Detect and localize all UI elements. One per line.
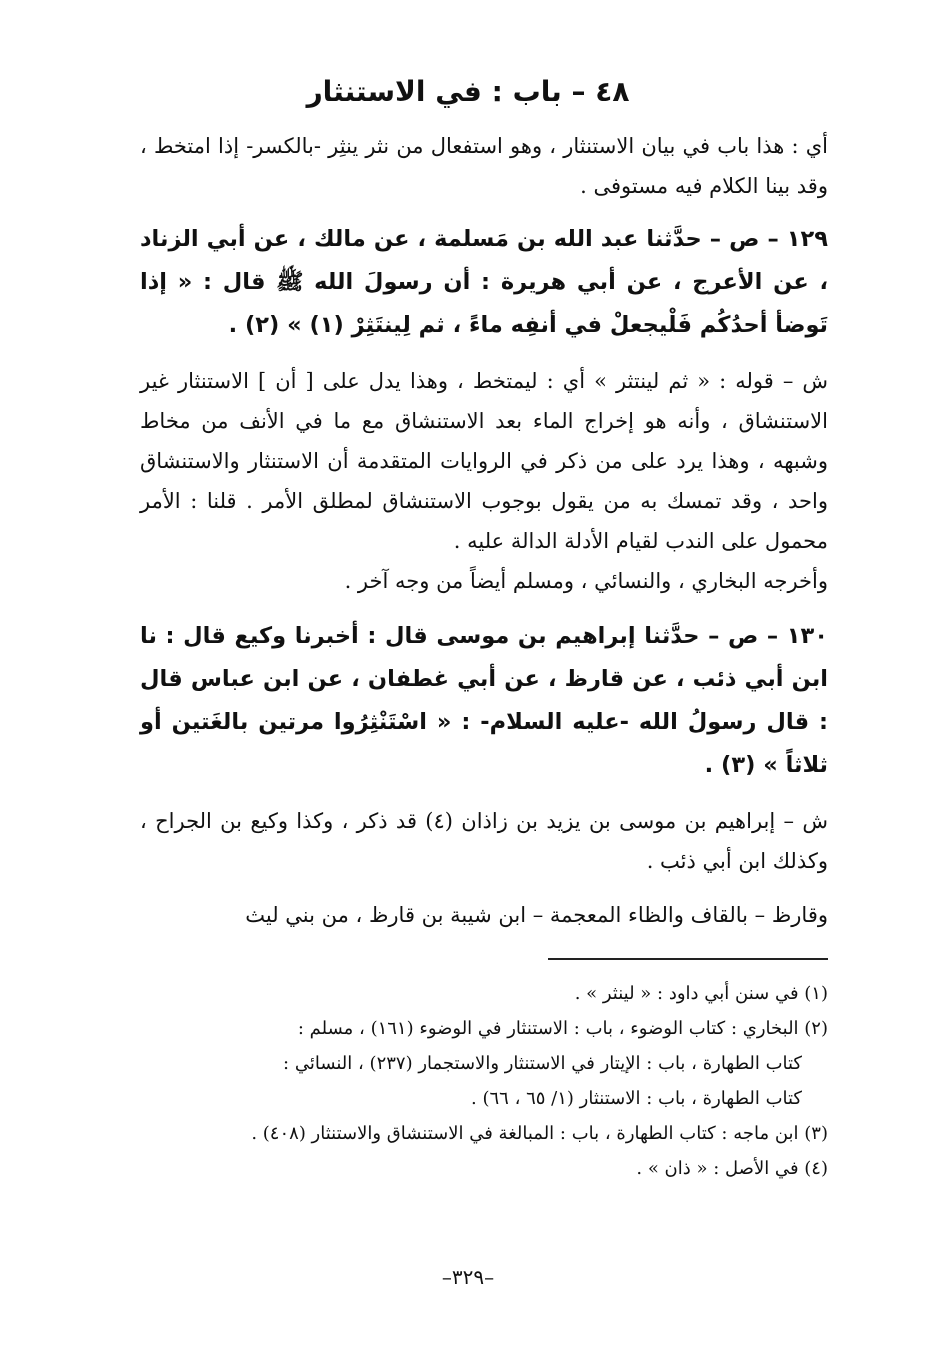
main-text: [140, 126, 828, 953]
footnote-separator: [548, 958, 828, 960]
footnote-1: (١) في سنن أبي داود : « لينثر » .: [574, 983, 828, 1004]
sharh-130: ش – إبراهيم بن موسى بن يزيد بن زاذان (٤) قد ذكر ، وكذا وكيع بن الجراح ، وكذلك ابن أبي ذئب .: [140, 809, 828, 873]
page-number: –٣٢٩–: [441, 1265, 495, 1289]
footnote-2: (٢) البخاري : كتاب الوضوء ، باب : الاستنثار في الوضوء (١٦١) ، مسلم :: [297, 1018, 828, 1039]
footnote-2-continued: كتاب الطهارة ، باب : الإيتار في الاستنثار والاستجمار (٢٣٧) ، النسائي :: [283, 1053, 802, 1074]
hadith-129: ١٢٩ – ص – حدَّثنا عبد الله بن مَسلمة ، عن مالك ، عن أبي الزناد ، عن الأعرج ، عن أبي هريرة : أن رسولَ الله ﷺ قال : « إذا تَوضأ أحدُكُم فَلْيجعلْ في أنفِه ماءً ، ثم لِينتَثِرْ (١) » (٢) .: [140, 226, 828, 338]
footnotes: [140, 976, 828, 1186]
sharh-129-tail: وأخرجه البخاري ، والنسائي ، ومسلم أيضاً من وجه آخر .: [344, 569, 828, 593]
footnote-2-continued: كتاب الطهارة ، باب : الاستنثار (١/ ٦٥ ، ٦٦) .: [471, 1088, 802, 1109]
footnote-3: (٣) ابن ماجه : كتاب الطهارة ، باب : المبالغة في الاستنشاق والاستنثار (٤٠٨) .: [251, 1123, 828, 1144]
chapter-heading: ٤٨ – باب : في الاستنثار: [306, 75, 630, 108]
sharh-129: ش – قوله : « ثم لينتثر » أي : ليمتخط ، وهذا يدل على [ أن ] الاستنثار غير الاستنشاق ، وأنه هو إخراج الماء بعد الاستنشاق مع ما في الأنف من مخاط وشبهه ، وهذا يرد على من ذكر في الروايات المتقدمة أن الاستنثار والاستنشاق واحد ، وقد تمسك به من يقول بوجوب الاستنشاق لمطلق الأمر . قلنا : الأمر محمول على الندب لقيام الأدلة الدالة عليه .: [140, 369, 828, 553]
footnote-4: (٤) في الأصل : « ذان » .: [636, 1158, 828, 1179]
intro-paragraph: أي : هذا باب في بيان الاستنثار ، وهو استفعال من نثر ينثِر -بالكسر- إذا امتخط ، وقد بينا الكلام فيه مستوفى .: [140, 134, 828, 198]
qarid-paragraph: وقارظ – بالقاف والظاء المعجمة – ابن شيبة بن قارظ ، من بني ليث: [245, 903, 828, 927]
hadith-130: ١٣٠ – ص – حدَّثنا إبراهيم بن موسى قال : أخبرنا وكيع قال : نا ابن أبي ذئب ، عن قارظ ، عن أبي غطفان ، عن ابن عباس قال : قال رسولُ الله -عليه السلام- : « اسْتَنْثِرُوا مرتين بالغَتين أو ثلاثاً » (٣) .: [140, 623, 828, 778]
